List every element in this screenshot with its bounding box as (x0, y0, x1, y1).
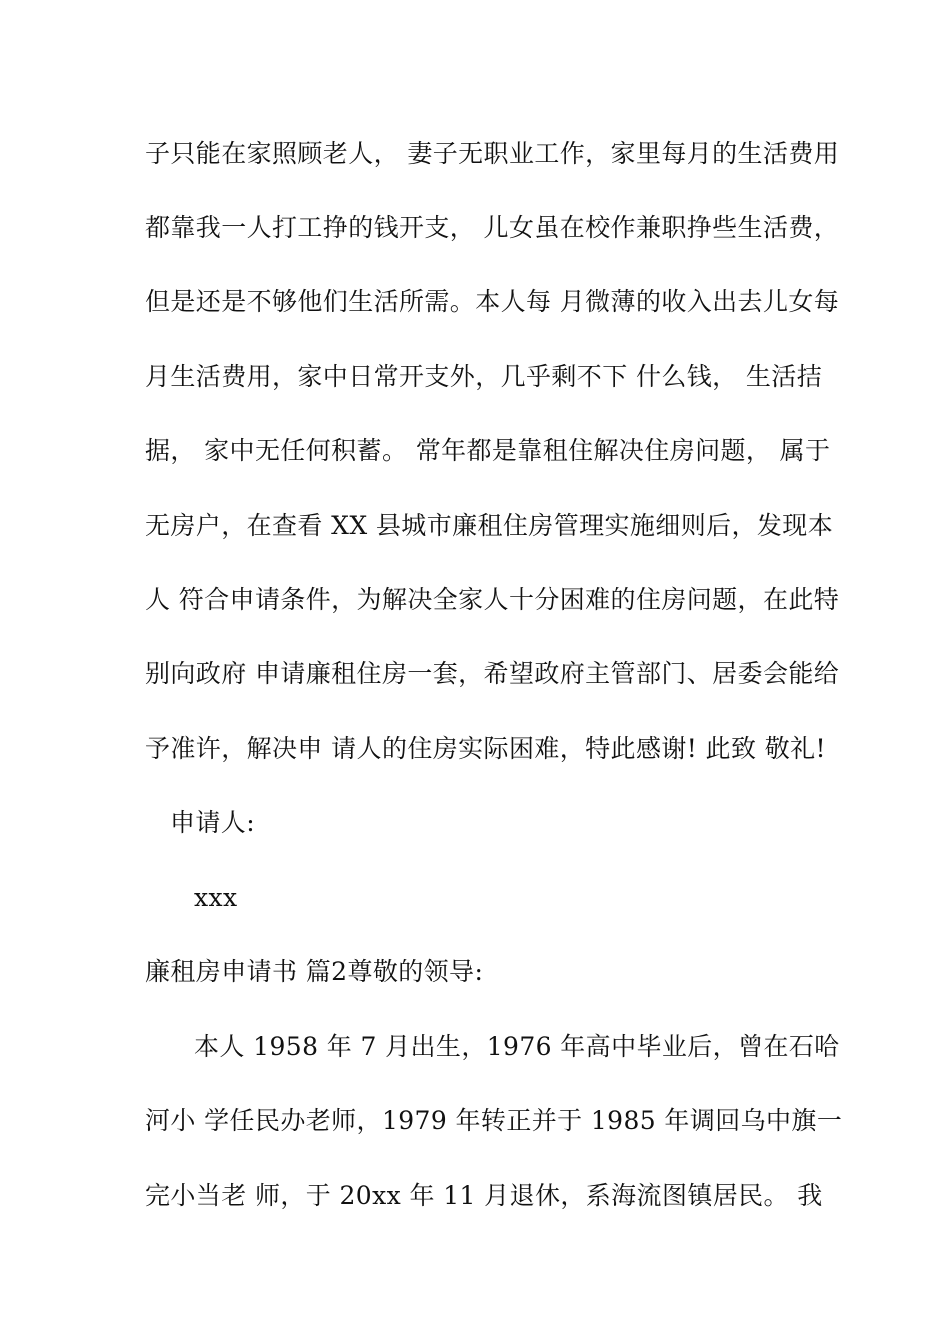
paragraph-line: 别向政府 申请廉租住房一套，希望政府主管部门、居委会能给 (145, 659, 840, 688)
paragraph-line: 据， 家中无任何积蓄。 常年都是靠租住解决住房问题， 属于 (145, 436, 831, 465)
paragraph-line: 河小 学任民办老师，1979 年转正并于 1985 年调回乌中旗一 (145, 1106, 843, 1135)
section-heading: 廉租房申请书 篇2尊敬的领导: (145, 957, 484, 986)
paragraph-line: 但是还是不够他们生活所需。本人每 月微薄的收入出去儿女每 (145, 287, 840, 316)
applicant-label: 申请人: (170, 808, 256, 837)
paragraph-line: 本人 1958 年 7 月出生，1976 年高中毕业后，曾在石哈 (194, 1032, 840, 1061)
applicant-name: xxx (194, 883, 238, 912)
paragraph-line: 子只能在家照顾老人， 妻子无职业工作，家里每月的生活费用 (145, 139, 840, 168)
paragraph-line: 完小当老 师，于 20xx 年 11 月退休，系海流图镇居民。 我 (145, 1181, 823, 1210)
paragraph-line: 月生活费用，家中日常开支外，几乎剩不下 什么钱， 生活拮 (145, 362, 823, 391)
paragraph-line: 人 符合申请条件，为解决全家人十分困难的住房问题，在此特 (145, 585, 840, 614)
paragraph-line: 无房户，在查看 XX 县城市廉租住房管理实施细则后，发现本 (145, 511, 834, 540)
paragraph-line: 予准许，解决申 请人的住房实际困难，特此感谢! 此致 敬礼! (145, 734, 826, 763)
paragraph-line: 都靠我一人打工挣的钱开支， 儿女虽在校作兼职挣些生活费， (145, 213, 840, 242)
